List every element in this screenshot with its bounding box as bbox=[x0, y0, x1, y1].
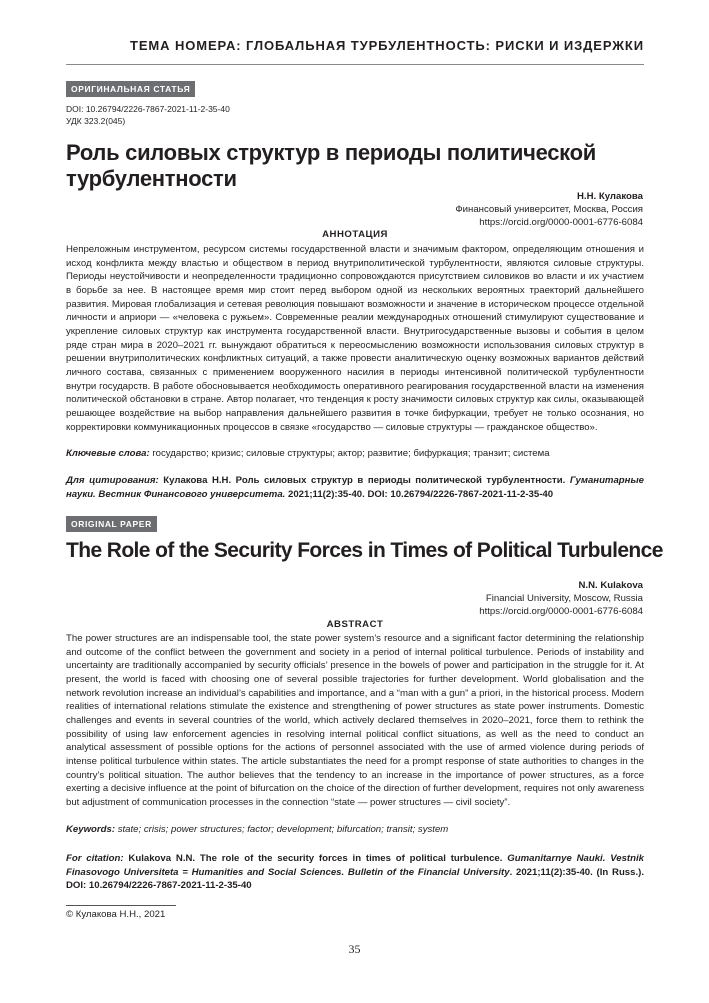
copyright-notice: © Кулакова Н.Н., 2021 bbox=[66, 909, 166, 920]
keywords-list-en: state; crisis; power structures; factor; development; bifurcation; transit; system bbox=[117, 824, 449, 835]
author-orcid-ru[interactable]: https://orcid.org/0000-0001-6776-6084 bbox=[479, 217, 643, 228]
citation-label-en: For citation: bbox=[66, 853, 124, 864]
citation-text-ru: Кулакова Н.Н. Роль силовых структур в периоды политической турбулентности. bbox=[163, 475, 566, 486]
author-orcid-en[interactable]: https://orcid.org/0000-0001-6776-6084 bbox=[479, 606, 643, 617]
author-affiliation-en: Financial University, Moscow, Russia bbox=[485, 593, 643, 604]
keywords-label-en: Keywords: bbox=[66, 824, 116, 835]
article-type-badge-ru: ОРИГИНАЛЬНАЯ СТАТЬЯ bbox=[66, 81, 195, 97]
keywords-list-ru: государство; кризис; силовые структуры; актор; развитие; бифуркация; транзит; система bbox=[152, 448, 550, 459]
citation-tail-en: . 2021;11(2):35-40. (In Russ.). DOI: 10.26794/2226-7867-2021-11-2-35-40 bbox=[66, 866, 644, 891]
citation-ru bbox=[66, 474, 644, 501]
citation-journal-ru: Гуманитарные науки. Вестник Финансового университета. bbox=[66, 475, 644, 500]
article-type-badge-en: ORIGINAL PAPER bbox=[66, 516, 157, 532]
abstract-text: The power structures are an indispensable tool, the state power system’s resource and a significant factor determining the relationship and outcome of the conflict between the government and society in a period of internal political turbulence. Periods of instability and uncertainty are traditionally accompanied by security officials’ presence in the bowels of power and participation in the struggle for it. At present, the world is faced with choosing one of several possible trajectories for further development. World globalisation and the network revolution increase an individual’s capabilities and importance, and a “man with a gun” a priori, in the historical process. Modern realities of international relations stimulate the existence and strengthening of power structures as state power instruments. Domestic challenges and events in several countries of the world, which actively declared themselves in 2020–2021, force them to rethink the possibility of using law enforcement agencies in resolving internal political conflict situations, as well as the need to conduct an analytical assessment of possible options for the actions of personnel associated with the use of armed violence during periods of intense political turbulence within states. The article substantiates the need for a prompt response of state authorities to changes in the country’s political situation. The author believes that the tendency to an increase in the importance of power structures, as a force exerting a decisive influence at the point of bifurcation on the choice of the direction of further development, requires not only awareness but adjustment of communication processes in the connection “state — power structures — civil society”. bbox=[66, 633, 644, 808]
citation-en bbox=[66, 852, 644, 893]
udk-code: УДК 323.2(045) bbox=[66, 116, 126, 126]
author-affiliation-ru: Финансовый университет, Москва, Россия bbox=[455, 204, 643, 215]
citation-label-ru: Для цитирования: bbox=[66, 475, 159, 486]
annotation-text: Непреложным инструментом, ресурсом системы государственной власти и значимым фактором, определяющим отношения и исход конфликта между властью и обществом в период внутриполитической турбулентности, являются силовые структуры. Периоды неустойчивости и неопределенности традиционно сопровождаются присутствием силовиков во власти и их участием в борьбе за нее. В настоящее время мир стоит перед выбором одной из нескольких вероятных траекторий дальнейшего развития. Мировая глобализация и сетевая революция повышают возможности и значение в историческом процессе отдельной личности и априори — «человека с ружьем». Современные реалии международных отношений стимулируют существование и укрепление силовых структур как инструмента государственной власти. Внутригосударственные вызовы и события в целом ряде стран мира в 2020–2021 гг. вынуждают обратиться к переосмыслению возможности использования силовых структур в решении внутриполитических конфликтных ситуаций, а также провести аналитическую оценку возможных вариантов действий личного состава, связанных с применением вооруженного насилия в периоды интенсивной политической турбулентности внутри государств. В работе обосновывается необходимость оперативного реагирования государственной власти на изменения политической обстановки в стране. Автор полагает, что тенденция к росту значимости силовых структур как силы, оказывающей решающее воздействие на выбор направления дальнейшего развития в точке бифуркации, требует не только осознания, но корректировки коммуникационных процессов в связке «государство — силовые структуры — гражданское общество». bbox=[66, 244, 644, 433]
annotation-heading: АННОТАЦИЯ bbox=[322, 229, 388, 240]
abstract-heading: ABSTRACT bbox=[326, 619, 384, 630]
citation-text-en: Kulakova N.N. The role of the security forces in times of political turbulence. bbox=[128, 853, 503, 864]
keywords-ru bbox=[66, 447, 644, 461]
doi-ru: DOI: 10.26794/2226-7867-2021-11-2-35-40 bbox=[66, 104, 230, 114]
author-block-en bbox=[479, 579, 643, 618]
page-number: 35 bbox=[348, 942, 361, 956]
footnote-divider bbox=[66, 905, 176, 906]
article-title-ru: Роль силовых структур в периоды политической турбулентности bbox=[66, 140, 596, 191]
author-name-ru: Н.Н. Кулакова bbox=[577, 191, 643, 202]
article-title-en: The Role of the Security Forces in Times of Political Turbulence bbox=[66, 539, 663, 562]
citation-tail-ru: 2021;11(2):35-40. DOI: 10.26794/2226-7867-2021-11-2-35-40 bbox=[288, 488, 554, 500]
author-block-ru bbox=[455, 190, 643, 229]
author-name-en: N.N. Kulakova bbox=[578, 580, 643, 591]
running-header: ТЕМА НОМЕРА: ГЛОБАЛЬНАЯ ТУРБУЛЕНТНОСТЬ: РИСКИ И ИЗДЕРЖКИ bbox=[130, 38, 644, 53]
keywords-en bbox=[66, 823, 644, 837]
citation-journal-en: Gumanitarnye Nauki. Vestnik Finasovogo Universiteta = Humanities and Social Sciences. Bulletin of the Financial University bbox=[66, 853, 644, 878]
keywords-label-ru: Ключевые слова: bbox=[66, 448, 150, 459]
header-divider bbox=[66, 64, 644, 65]
